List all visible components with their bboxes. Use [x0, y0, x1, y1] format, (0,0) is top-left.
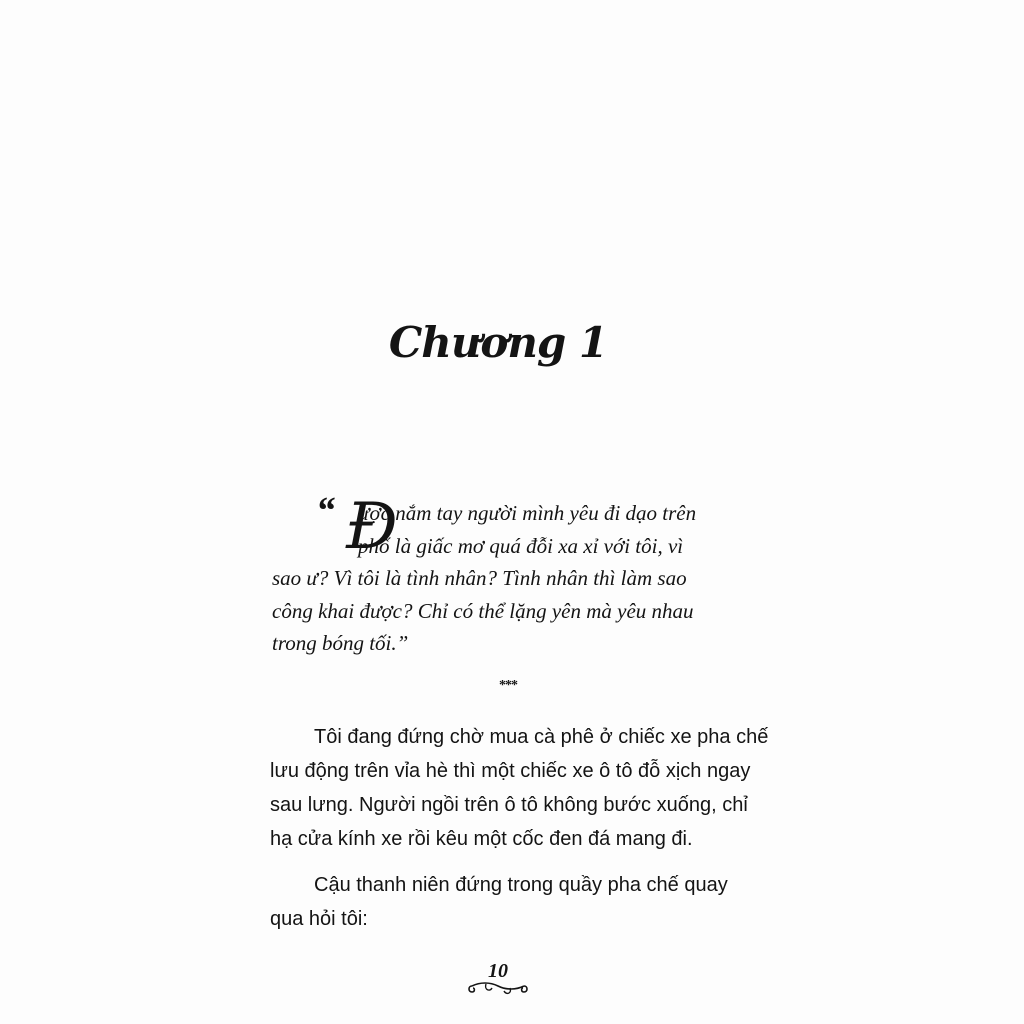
body-text [270, 720, 769, 948]
epigraph-line: trong bóng tối.” [272, 631, 409, 655]
epigraph-line: công khai được? Chỉ có thể lặng yên mà yêu nhau [272, 598, 694, 623]
text-line: hạ cửa kính xe rồi kêu một cốc đen đá mang đi. [270, 828, 693, 850]
text-line: sau lưng. Người ngồi trên ô tô không bước xuống, chỉ [270, 794, 748, 816]
drop-cap-letter: Đ [346, 490, 398, 564]
epigraph-line: sao ư? Vì tôi là tình nhân? Tình nhân thì làm sao [272, 566, 687, 590]
text-line: qua hỏi tôi: [270, 908, 368, 930]
section-separator: *** [499, 678, 517, 693]
epigraph-line: ược nắm tay người mình yêu đi dạo trên [358, 501, 697, 525]
scroll-flourish-icon [466, 976, 530, 998]
text-line: Tôi đang đứng chờ mua cà phê ở chiếc xe pha chế [314, 726, 769, 748]
page-number: 10 [488, 960, 508, 982]
text-line: Cậu thanh niên đứng trong quầy pha chế quay [314, 874, 728, 896]
chapter-title: Chương 1 [388, 318, 608, 367]
paragraph [270, 720, 769, 856]
open-quote-mark: “ [316, 490, 335, 532]
epigraph [272, 490, 752, 660]
paragraph [270, 868, 760, 936]
page-footer [466, 960, 530, 1004]
text-line: lưu động trên vỉa hè thì một chiếc xe ô tô đỗ xịch ngay [270, 760, 751, 782]
epigraph-line: phố là giấc mơ quá đỗi xa xỉ với tôi, vì [358, 533, 684, 558]
